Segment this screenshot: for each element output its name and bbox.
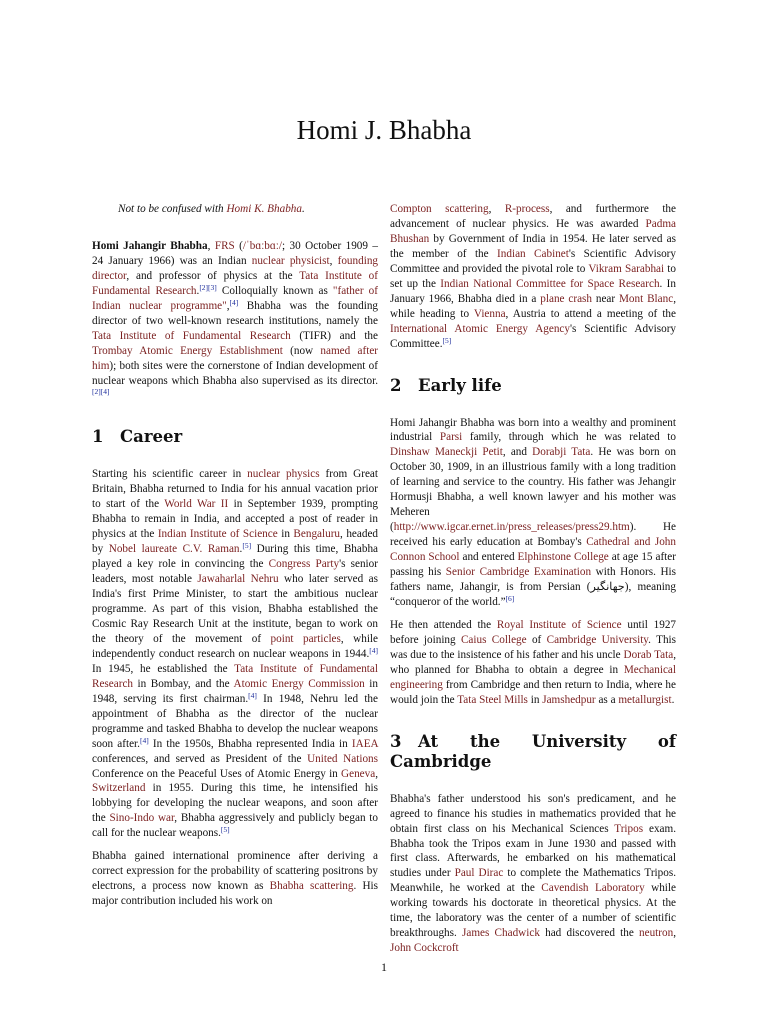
text: In the 1950s, Bhabha represented India in: [148, 737, 352, 750]
text: had discovered the: [539, 927, 640, 940]
citation[interactable]: [4]: [369, 645, 378, 655]
link-cavendish[interactable]: Cavendish Laboratory: [541, 882, 645, 895]
text: , while heading to: [390, 292, 676, 320]
text: in Bombay, and the: [133, 677, 234, 690]
link-compton-scattering[interactable]: Compton scattering: [390, 203, 489, 215]
text: 's Scientific Advisory Committee.: [390, 322, 677, 350]
link-homi-k-bhabha[interactable]: Homi K. Bhabha: [226, 203, 302, 215]
link-bengaluru[interactable]: Bengaluru: [293, 528, 341, 541]
link-plane-crash[interactable]: plane crash: [540, 292, 592, 305]
text: Bhabha's father understood his son's predicament, and he agreed to finance his studies in mathematics provided that he obtain first class on his Mechanical Sciences: [390, 792, 676, 835]
link-cambridge-university[interactable]: Cambridge University: [546, 633, 649, 646]
section-number: 2: [390, 375, 402, 395]
left-column: [92, 202, 378, 917]
link-royal-institute[interactable]: Royal Institute of Science: [496, 618, 622, 631]
text: by Government of India in 1954. He later served as the member of the: [390, 232, 676, 260]
citation[interactable]: [4]: [229, 297, 239, 307]
text: , and furthermore the advancement of nuclear physics. He was awarded: [390, 203, 676, 230]
link-parsi[interactable]: Parsi: [439, 431, 463, 444]
text: Starting his scientific career in: [92, 468, 248, 481]
text: ); both sites were the cornerstone of Indian development of nuclear weapons which Bhabha also supervised as its director.: [92, 359, 378, 387]
link-cathedral-school[interactable]: Cathedral and John Connon School: [390, 536, 676, 564]
link-iaea-full[interactable]: International Atomic Energy Agency: [390, 322, 570, 335]
text: exam. Bhabha took the Tripos exam in June 1930 and passed with first class. Afterwards, he embarked on his mathematical studies under: [390, 822, 676, 880]
link-point-particles[interactable]: point particles: [270, 632, 341, 645]
citation[interactable]: [2][3]: [199, 282, 217, 292]
career-paragraph-2: [92, 849, 378, 909]
citation[interactable]: [5]: [242, 541, 252, 551]
text: until 1927 before joining: [390, 618, 677, 646]
cambridge-paragraph-1: [390, 792, 676, 956]
link-tripos[interactable]: Tripos: [614, 822, 644, 835]
text: to set up the: [390, 262, 676, 290]
right-column: [390, 202, 676, 964]
link-pronunciation[interactable]: /ˈbɑːbɑː/: [242, 239, 282, 252]
text: ). He received his early education at Bombay's: [390, 521, 676, 549]
early-paragraph-2: [390, 618, 676, 708]
text: , and: [502, 446, 533, 459]
link-nehru[interactable]: Jawaharlal Nehru: [197, 573, 279, 586]
link-mechanical-engineering[interactable]: Mechanical engineering: [390, 663, 676, 691]
text: near: [591, 292, 619, 305]
text: Bhabha was the founding director of two well-known research institutions, namely the: [92, 299, 379, 327]
citation[interactable]: [5]: [220, 825, 230, 835]
link-father-of-programme[interactable]: "father of Indian nuclear programme": [92, 284, 378, 312]
article-title: Homi J. Bhabha: [296, 115, 472, 145]
text: . He was born on October 30, 1909, in an illustrious family with a long tradition of learning and service to the country. His father was Jehangir Hormusji Bhabha, a well known lawyer and his mother was Meheren (: [390, 446, 676, 534]
link-dinshaw-petit[interactable]: Dinshaw Maneckji Petit: [390, 446, 503, 459]
link-caius-college[interactable]: Caius College: [460, 633, 527, 646]
citation[interactable]: [4]: [248, 690, 257, 700]
text: to complete the Mathematics Tripos. Meanwhile, he worked at the: [390, 867, 676, 895]
text: .: [196, 284, 200, 297]
section-heading-cambridge: [390, 732, 676, 772]
link-dorab-tata[interactable]: Dorab Tata: [623, 648, 674, 661]
link-vienna[interactable]: Vienna: [473, 307, 506, 320]
citation[interactable]: [5]: [442, 335, 452, 345]
link-neutron[interactable]: neutron: [639, 927, 674, 940]
text: while working towards his doctorate in theoretical physics. At the time, the laboratory was the center of a number of scientific breakthroughs.: [390, 882, 676, 940]
text: 's senior leaders, most notable: [92, 558, 378, 586]
hatnote: [118, 202, 378, 217]
text: Conference on the Peaceful Uses of Atomic Energy in: [92, 767, 342, 780]
text: , while independently conduct research on nuclear weapons in 1944.: [92, 632, 378, 660]
text: ,: [488, 203, 505, 215]
career-paragraph-2-continued: [390, 202, 676, 352]
page-number: 1: [381, 960, 387, 974]
link-padma-bhushan[interactable]: Padma Bhushan: [390, 217, 676, 245]
link-united-nations[interactable]: United Nations: [307, 752, 378, 765]
career-paragraph-1: [92, 467, 378, 841]
text: ,: [375, 767, 378, 780]
link-mont-blanc[interactable]: Mont Blanc: [618, 292, 674, 305]
section-label: At the University of Cambridge: [390, 731, 676, 771]
link-nuclear-physicist[interactable]: nuclear physicist: [251, 254, 330, 267]
link-founding-director[interactable]: founding director: [92, 254, 379, 282]
link-incospar[interactable]: Indian National Committee for Space Research: [440, 277, 660, 290]
link-cv-raman[interactable]: Nobel laureate C.V. Raman: [108, 543, 240, 556]
text: . His major contribution included his work on: [92, 880, 378, 908]
link-r-process[interactable]: R-process: [504, 203, 550, 215]
text: In 1948, Nehru led the appointment of Bhabha as the director of the nuclear programme and tasked Bhabha to develop the nuclear weapons soon after.: [92, 692, 378, 750]
citation[interactable]: [4]: [139, 735, 149, 745]
section-number: 3: [390, 731, 402, 751]
text: as a: [595, 693, 619, 706]
subject-name: Homi Jahangir Bhabha: [92, 239, 208, 252]
intro-paragraph: [92, 239, 378, 403]
text: at age 15 after passing his: [390, 551, 676, 579]
text: Bhabha gained international prominence after deriving a correct expression for the probability of scattering positrons by electrons, a process now known as: [92, 850, 378, 893]
hatnote-text: Not to be confused with: [118, 203, 227, 215]
text: . This was due to the insistence of his father and his uncle: [390, 633, 676, 661]
link-sino-indo-war[interactable]: Sino-Indo war: [109, 812, 175, 825]
link-john-cockcroft[interactable]: John Cockcroft: [390, 942, 459, 955]
link-paul-dirac[interactable]: Paul Dirac: [454, 867, 504, 880]
link-tata-steel[interactable]: Tata Steel Mills: [457, 693, 528, 706]
text: Homi Jahangir Bhabha was born into a wealthy and prominent industrial: [390, 416, 676, 444]
text: of: [526, 633, 547, 646]
text: (: [234, 239, 243, 252]
section-heading-early-life: [390, 376, 676, 396]
link-indian-cabinet[interactable]: Indian Cabinet: [497, 247, 569, 260]
text: .: [671, 693, 675, 706]
hatnote-end: .: [301, 203, 305, 215]
text: , and professor of physics at the: [126, 269, 300, 282]
section-label: Early life: [418, 375, 502, 395]
text: from Cambridge and then return to India, where he would join the: [390, 678, 676, 706]
citation[interactable]: [2][4]: [92, 387, 110, 397]
link-igcar-press[interactable]: http://www.igcar.ernet.in/press_releases/press29.htm: [393, 521, 630, 534]
text: ,: [207, 239, 215, 252]
link-nuclear-physics[interactable]: nuclear physics: [247, 468, 320, 481]
text: , Bhabha aggressively and publicly began to call for the nuclear weapons.: [92, 812, 378, 840]
link-iaea[interactable]: IAEA: [351, 737, 378, 750]
link-dorabji-tata[interactable]: Dorabji Tata: [532, 446, 591, 459]
text: ,: [226, 299, 230, 312]
text: , Austria to attend a meeting of the: [505, 307, 676, 320]
text: .: [239, 543, 243, 556]
section-heading-career: [92, 427, 378, 447]
link-aec[interactable]: Atomic Energy Commission: [233, 677, 365, 690]
text: ,: [673, 927, 676, 940]
link-tifr[interactable]: Tata Institute of Fundamental Research: [92, 269, 378, 297]
link-frs[interactable]: FRS: [214, 239, 235, 252]
link-trombay[interactable]: Trombay Atomic Energy Establishment: [92, 344, 283, 357]
text: , headed by: [92, 528, 379, 556]
text: in 1955. During this time, he intensified his lobbying for developing the nuclear weapons, and soon after the: [92, 782, 378, 825]
link-senior-cambridge[interactable]: Senior Cambridge Examination: [445, 566, 592, 579]
link-jamshedpur[interactable]: Jamshedpur: [542, 693, 596, 706]
text: in September 1939, prompting Bhabha to remain in India, and accepted a post of reader in physics at the: [92, 498, 378, 541]
section-number: 1: [92, 427, 104, 447]
link-named-after-him[interactable]: named after him: [92, 344, 379, 372]
link-bhabha-scattering[interactable]: Bhabha scattering: [269, 880, 354, 893]
text: with Honors. His fathers name, Jahangir, is from Persian (جهانگیر), meaning “conqueror of the world.”: [390, 566, 676, 608]
link-geneva[interactable]: Geneva: [341, 767, 376, 780]
link-elphinstone[interactable]: Elphinstone College: [517, 551, 609, 564]
text: in: [527, 693, 543, 706]
text: conferences, and served as President of the: [92, 752, 308, 765]
text: ; 30 October 1909 – 24 January 1966) was an Indian: [92, 239, 379, 267]
text: , who planned for Bhabha to obtain a degree in: [390, 648, 676, 676]
text: During this time, Bhabha played a key role in convincing the: [92, 543, 379, 571]
text: in 1948, serving its first chairman.: [92, 677, 379, 705]
early-paragraph-1: [390, 416, 676, 610]
link-world-war-ii[interactable]: World War II: [164, 498, 229, 511]
section-label: Career: [120, 427, 183, 447]
link-tifr[interactable]: Tata Institute of Fundamental Research: [92, 329, 291, 342]
text: who later served as India's first Prime Minister, to start the ambitious nuclear programme. As part of this vision, Bhabha established the Cosmic Ray Research Unit at the institute, began to work on the theory of the movement of: [92, 573, 378, 645]
text: and entered: [459, 551, 518, 564]
text: . In January 1966, Bhabha died in a: [390, 277, 676, 305]
link-switzerland[interactable]: Switzerland: [92, 782, 146, 795]
link-iisc[interactable]: Indian Institute of Science: [157, 528, 278, 541]
link-james-chadwick[interactable]: James Chadwick: [462, 927, 540, 940]
text: 's Scientific Advisory Committee and provided the pivotal role to: [390, 247, 676, 275]
text: ,: [329, 254, 338, 267]
text: in: [277, 528, 294, 541]
text: from Great Britain, Bhabha returned to India for his annual vacation prior to start of the: [92, 468, 379, 511]
text: In 1945, he established the: [92, 662, 235, 675]
text: (now: [282, 344, 321, 357]
text: He then attended the: [390, 618, 497, 631]
link-vikram-sarabhai[interactable]: Vikram Sarabhai: [588, 262, 665, 275]
text: Colloquially known as: [216, 284, 333, 297]
link-congress-party[interactable]: Congress Party: [268, 558, 340, 571]
text: family, through which he was related to: [462, 431, 676, 444]
link-metallurgist[interactable]: metallurgist: [618, 693, 672, 706]
text: (TIFR) and the: [290, 329, 378, 342]
citation[interactable]: [6]: [505, 593, 515, 603]
link-tifr[interactable]: Tata Institute of Fundamental Research: [92, 662, 378, 690]
